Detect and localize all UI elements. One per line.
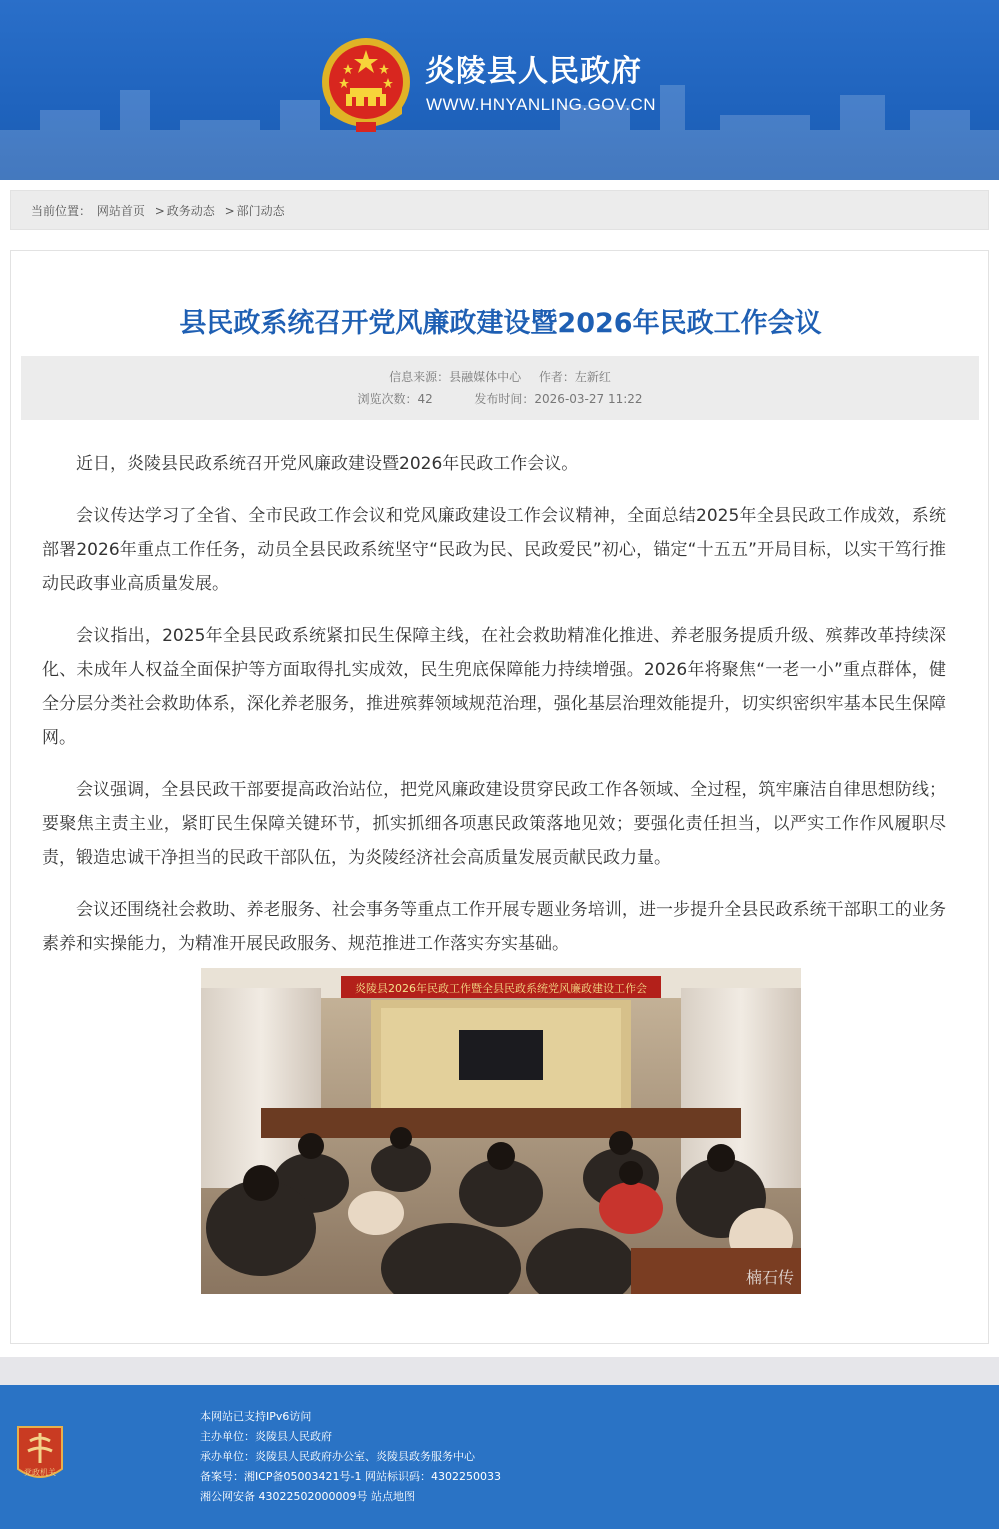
meeting-photo-illustration <box>201 968 801 1294</box>
paragraph: 会议指出，2025年全县民政系统紧扣民生保障主线，在社会救助精准化推进、养老服务提质升级、殡葬改革持续深化、未成年人权益全面保护等方面取得扎实成效，民生兜底保障能力持续增强。2026年将聚焦“一老一小”重点群体，健全分层分类社会救助体系，深化养老服务，推进殡葬领域规范治理，强化基层治理效能提升，切实织密织牢基本民生保障网。 <box>42 626 946 748</box>
views-label: 浏览次数： <box>357 392 418 406</box>
badge-text: 党政机关 <box>24 1468 56 1477</box>
site-url: WWW.HNYANLING.GOV.CN <box>426 95 657 114</box>
breadcrumb-news[interactable]: 政务动态 <box>166 204 215 218</box>
banner-text: 炎陵县2026年民政工作暨全县民政系统党风廉政建设工作会 <box>355 982 647 995</box>
site-footer <box>0 1385 999 1529</box>
breadcrumb-department[interactable]: 部门动态 <box>236 204 285 218</box>
time-label: 发布时间： <box>474 392 535 406</box>
author-value: 左新红 <box>574 370 611 384</box>
site-title[interactable]: 炎陵县人民政府 <box>425 54 642 89</box>
footer-sponsor: 主办单位：炎陵县人民政府 <box>200 1430 332 1443</box>
site-header <box>0 0 999 180</box>
breadcrumb-home[interactable]: 网站首页 <box>96 204 145 218</box>
footer-icp[interactable]: 备案号：湘ICP备05003421号-1 网站标识码：4302250033 <box>200 1470 501 1483</box>
breadcrumb <box>10 190 989 230</box>
breadcrumb-prefix: 当前位置： <box>31 204 92 218</box>
footer-ipv6: 本网站已支持IPv6访问 <box>200 1410 312 1423</box>
national-emblem-icon <box>320 36 412 136</box>
paragraph: 近日，炎陵县民政系统召开党风廉政建设暨2026年民政工作会议。 <box>76 454 579 474</box>
photo-watermark: 楠石传 <box>746 1268 795 1287</box>
footer-band <box>0 1357 999 1385</box>
source-label: 信息来源： <box>389 370 450 384</box>
footer-police[interactable]: 湘公网安备 43022502000009号 站点地图 <box>200 1490 415 1503</box>
footer-info <box>200 1407 501 1507</box>
breadcrumb-separator: > <box>154 204 165 218</box>
paragraph: 会议还围绕社会救助、养老服务、社会事务等重点工作开展专题业务培训，进一步提升全县民政系统干部职工的业务素养和实操能力，为精准开展民政服务、规范推进工作落实夯实基础。 <box>42 900 946 954</box>
meeting-photo <box>201 968 801 1294</box>
footer-organizer: 承办单位：炎陵县人民政府办公室、炎陵县政务服务中心 <box>200 1450 475 1463</box>
time-value: 2026-03-27 11:22 <box>534 392 643 406</box>
government-badge-icon[interactable] <box>14 1423 66 1485</box>
article-body <box>42 447 946 979</box>
author-label: 作者： <box>538 370 575 384</box>
views-value: 42 <box>417 392 433 406</box>
article-container <box>10 250 989 1344</box>
source-value: 县融媒体中心 <box>449 370 522 384</box>
article-meta <box>21 356 979 420</box>
paragraph: 会议传达学习了全省、全市民政工作会议和党风廉政建设工作会议精神，全面总结2025年全县民政工作成效，系统部署2026年重点工作任务，动员全县民政系统坚守“民政为民、民政爱民”初心，锚定“十五五”开局目标，以实干笃行推动民政事业高质量发展。 <box>42 506 946 594</box>
breadcrumb-separator: > <box>224 204 235 218</box>
article-title: 县民政系统召开党风廉政建设暨2026年民政工作会议 <box>179 308 822 339</box>
paragraph: 会议强调，全县民政干部要提高政治站位，把党风廉政建设贯穿民政工作各领域、全过程，筑牢廉洁自律思想防线；要聚焦主责主业，紧盯民生保障关键环节，抓实抓细各项惠民政策落地见效；要强化责任担当，以严实工作作风履职尽责，锻造忠诚干净担当的民政干部队伍，为炎陵经济社会高质量发展贡献民政力量。 <box>42 780 946 868</box>
